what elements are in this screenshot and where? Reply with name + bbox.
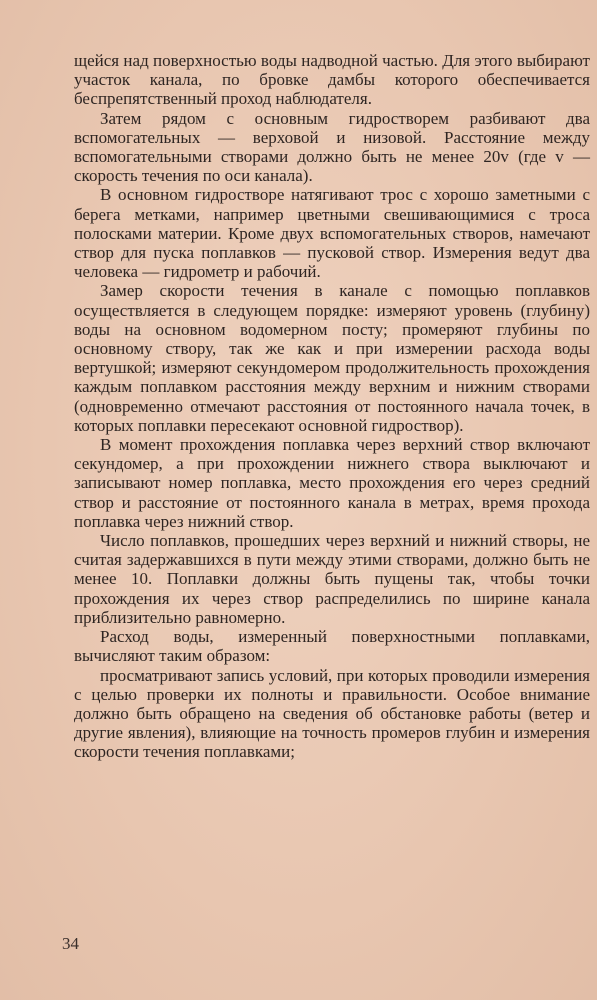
paragraph-continuation: щейся над поверхностью воды надводной частью. Для этого выбирают участок канала, по бровке дамбы которого обеспечивается беспрепятственный проход наблюдателя. — [74, 51, 590, 109]
paragraph-stopwatch: В момент прохождения поплавка через верхний створ включают секундомер, а при прохождении нижнего створа выключают и записывают номер поплавка, место прохождения его через средний створ и расстояние от постоянного канала в метрах, время прохода поплавка через нижний створ. — [74, 435, 590, 531]
page-number: 34 — [62, 934, 79, 953]
paragraph-review-records: просматривают запись условий, при которых проводили измерения с целью проверки их полноты и правильности. Особое внимание должно быть обращено на сведения об обстановке работы (ветер и другие явления), влияющие на точность промеров глубин и измерения скорости течения поплавками; — [74, 665, 590, 762]
paragraph-auxiliary-sections: Затем рядом с основным гидростворем разбивают два вспомогательных — верховой и низовой. Расстояние между вспомогательными створами должно быть не менее 20v (где v — скорость течения по оси канала). — [74, 108, 590, 186]
body-text — [74, 51, 590, 762]
paragraph-cable-markers: В основном гидростворе натягивают трос с хорошо заметными с берега метками, например цветными свешивающимися с троса полосками материи. Кроме двух вспомогательных створов, намечают створ для пуска поплавков — пусковой створ. Измерения ведут два человека — гидрометр и рабочий. — [74, 185, 590, 282]
paragraph-float-count: Число поплавков, прошедших через верхний и нижний створы, не считая задержавшихся в пути между этими створами, должно быть не менее 10. Поплавки должны быть пущены так, чтобы точки прохождения их через створ распределились по ширине канала приблизительно равномерно. — [74, 531, 590, 627]
paragraph-discharge-calc: Расход воды, измеренный поверхностными поплавками, вычисляют таким образом: — [74, 627, 590, 666]
paragraph-measurement-order: Замер скорости течения в канале с помощью поплавков осуществляется в следующем порядке: измеряют уровень (глубину) воды на основном водомерном посту; промеряют глубины по основному створу, так же как и при измерении расхода воды вертушкой; измеряют секундомером продолжительность прохождения каждым поплавком расстояния между верхним и нижним створами (одновременно отмечают расстояния от постоянного начала точек, в которых поплавки пересекают основной гидроствор). — [74, 281, 590, 435]
